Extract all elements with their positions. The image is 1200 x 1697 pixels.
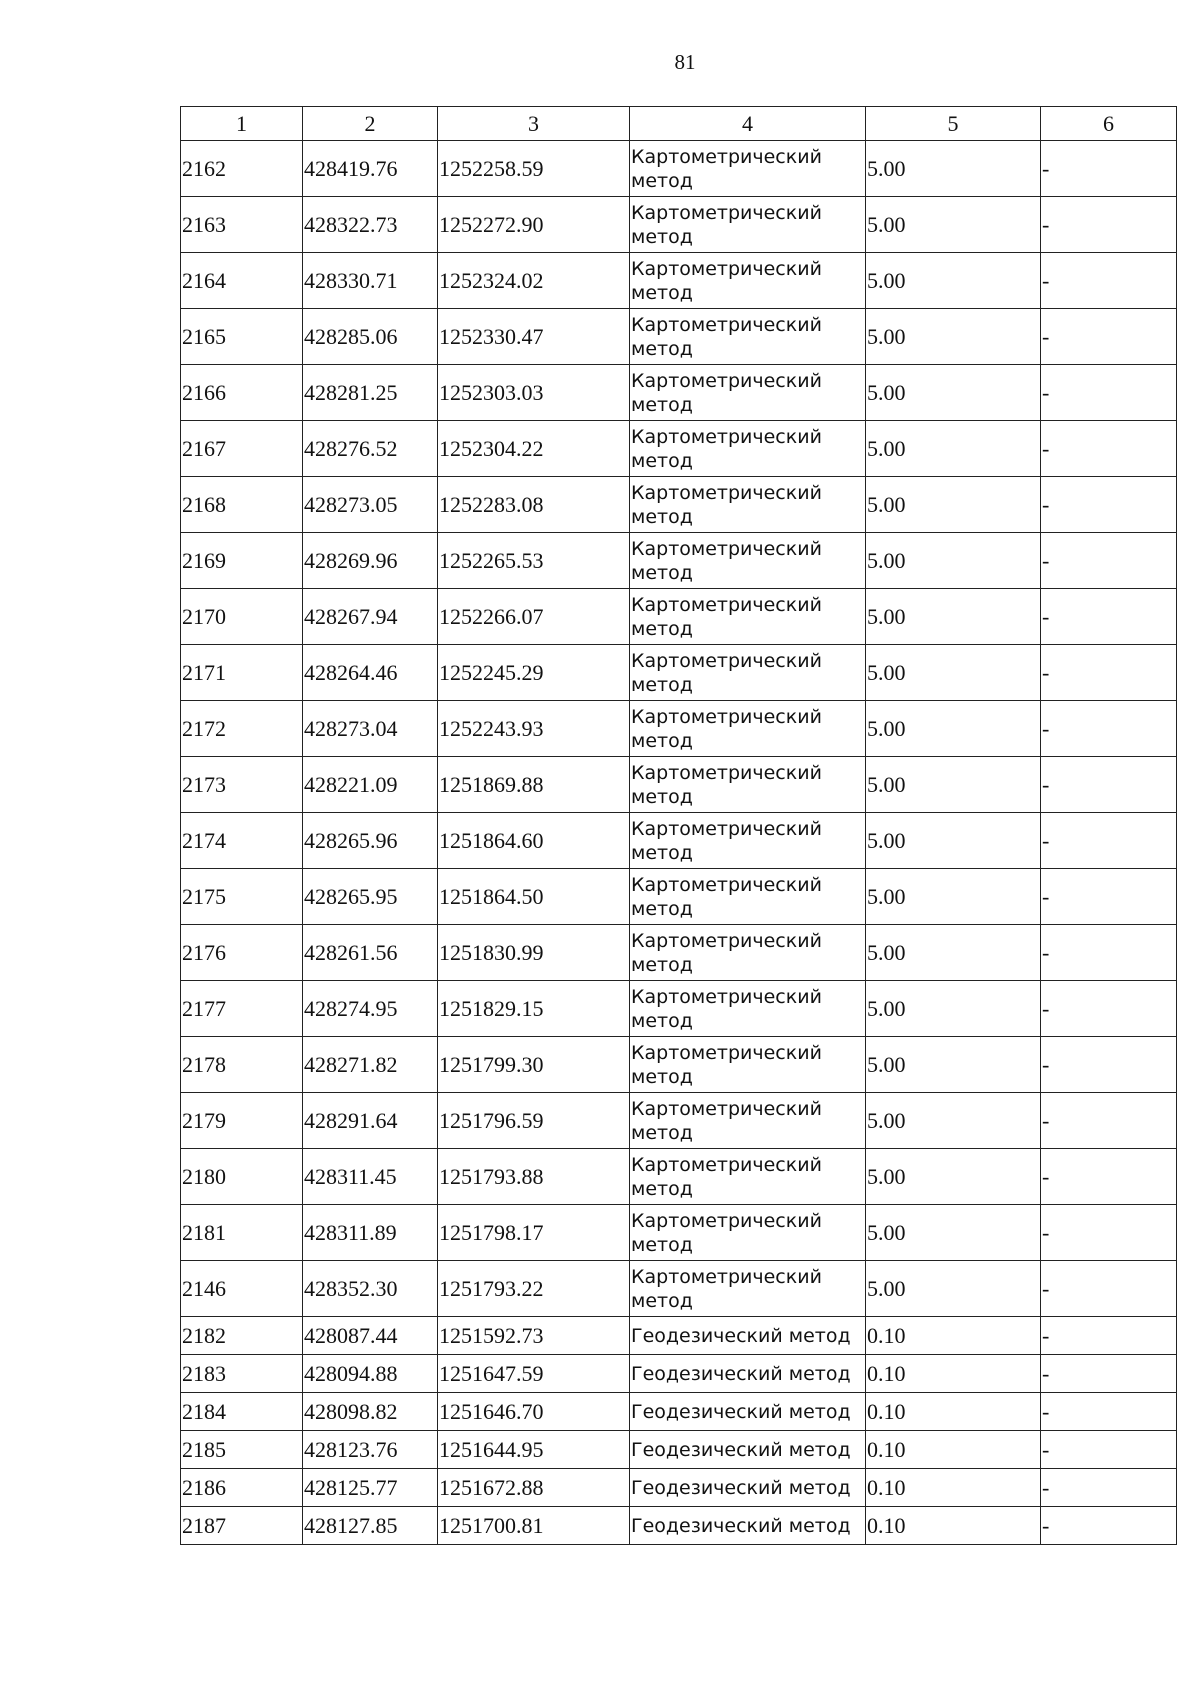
cell-point-number: 2171 (181, 645, 303, 701)
cell-x-coordinate: 428281.25 (303, 365, 438, 421)
cell-y-coordinate: 1252304.22 (438, 421, 630, 477)
cell-point-number: 2182 (181, 1317, 303, 1355)
cell-accuracy: 5.00 (866, 589, 1041, 645)
cell-method: Картометрический метод (630, 1205, 866, 1261)
cell-note: - (1041, 1037, 1177, 1093)
cell-method: Картометрический метод (630, 981, 866, 1037)
cell-accuracy: 5.00 (866, 925, 1041, 981)
cell-method: Картометрический метод (630, 1093, 866, 1149)
header-cell-1: 1 (181, 107, 303, 141)
table-row (181, 253, 1177, 309)
cell-x-coordinate: 428127.85 (303, 1507, 438, 1545)
cell-y-coordinate: 1251799.30 (438, 1037, 630, 1093)
table-row (181, 589, 1177, 645)
cell-x-coordinate: 428285.06 (303, 309, 438, 365)
table-row (181, 645, 1177, 701)
cell-accuracy: 5.00 (866, 813, 1041, 869)
header-row (181, 107, 1177, 141)
cell-x-coordinate: 428273.04 (303, 701, 438, 757)
cell-method: Картометрический метод (630, 533, 866, 589)
cell-point-number: 2177 (181, 981, 303, 1037)
cell-x-coordinate: 428094.88 (303, 1355, 438, 1393)
cell-x-coordinate: 428123.76 (303, 1431, 438, 1469)
table-row (181, 869, 1177, 925)
table-row (181, 925, 1177, 981)
header-cell-5: 5 (866, 107, 1041, 141)
cell-method: Картометрический метод (630, 813, 866, 869)
cell-y-coordinate: 1252272.90 (438, 197, 630, 253)
cell-point-number: 2146 (181, 1261, 303, 1317)
cell-note: - (1041, 981, 1177, 1037)
cell-y-coordinate: 1252258.59 (438, 141, 630, 197)
cell-method: Картометрический метод (630, 309, 866, 365)
cell-y-coordinate: 1251793.22 (438, 1261, 630, 1317)
table-row (181, 477, 1177, 533)
cell-point-number: 2169 (181, 533, 303, 589)
cell-point-number: 2173 (181, 757, 303, 813)
cell-method: Картометрический метод (630, 421, 866, 477)
cell-y-coordinate: 1251646.70 (438, 1393, 630, 1431)
cell-point-number: 2181 (181, 1205, 303, 1261)
cell-note: - (1041, 1317, 1177, 1355)
table-row (181, 981, 1177, 1037)
cell-note: - (1041, 253, 1177, 309)
table-row (181, 1037, 1177, 1093)
cell-note: - (1041, 1261, 1177, 1317)
table-row (181, 197, 1177, 253)
coordinates-table (180, 106, 1177, 1545)
cell-x-coordinate: 428267.94 (303, 589, 438, 645)
cell-method: Картометрический метод (630, 645, 866, 701)
cell-y-coordinate: 1252266.07 (438, 589, 630, 645)
cell-method: Геодезический метод (630, 1355, 866, 1393)
cell-method: Картометрический метод (630, 757, 866, 813)
cell-y-coordinate: 1251869.88 (438, 757, 630, 813)
page-number: 81 (674, 50, 696, 74)
table-row (181, 1317, 1177, 1355)
cell-accuracy: 0.10 (866, 1431, 1041, 1469)
cell-point-number: 2164 (181, 253, 303, 309)
cell-point-number: 2179 (181, 1093, 303, 1149)
cell-x-coordinate: 428098.82 (303, 1393, 438, 1431)
cell-method: Картометрический метод (630, 197, 866, 253)
table-row (181, 1205, 1177, 1261)
cell-x-coordinate: 428330.71 (303, 253, 438, 309)
cell-method: Геодезический метод (630, 1469, 866, 1507)
header-cell-6: 6 (1041, 107, 1177, 141)
cell-method: Геодезический метод (630, 1317, 866, 1355)
cell-note: - (1041, 757, 1177, 813)
cell-point-number: 2163 (181, 197, 303, 253)
table-row (181, 533, 1177, 589)
cell-note: - (1041, 309, 1177, 365)
cell-note: - (1041, 1149, 1177, 1205)
cell-x-coordinate: 428311.45 (303, 1149, 438, 1205)
cell-y-coordinate: 1251700.81 (438, 1507, 630, 1545)
cell-x-coordinate: 428261.56 (303, 925, 438, 981)
cell-point-number: 2180 (181, 1149, 303, 1205)
cell-accuracy: 5.00 (866, 253, 1041, 309)
cell-note: - (1041, 869, 1177, 925)
table-row (181, 1393, 1177, 1431)
cell-method: Картометрический метод (630, 253, 866, 309)
cell-x-coordinate: 428291.64 (303, 1093, 438, 1149)
table-row (181, 1507, 1177, 1545)
cell-note: - (1041, 141, 1177, 197)
cell-note: - (1041, 589, 1177, 645)
cell-method: Картометрический метод (630, 1037, 866, 1093)
cell-y-coordinate: 1251644.95 (438, 1431, 630, 1469)
table-row (181, 1469, 1177, 1507)
table-row (181, 1355, 1177, 1393)
cell-method: Картометрический метод (630, 477, 866, 533)
cell-y-coordinate: 1251829.15 (438, 981, 630, 1037)
cell-y-coordinate: 1252330.47 (438, 309, 630, 365)
cell-note: - (1041, 701, 1177, 757)
cell-y-coordinate: 1251592.73 (438, 1317, 630, 1355)
cell-point-number: 2172 (181, 701, 303, 757)
cell-point-number: 2165 (181, 309, 303, 365)
cell-y-coordinate: 1251798.17 (438, 1205, 630, 1261)
cell-accuracy: 5.00 (866, 477, 1041, 533)
cell-x-coordinate: 428274.95 (303, 981, 438, 1037)
cell-point-number: 2184 (181, 1393, 303, 1431)
cell-x-coordinate: 428087.44 (303, 1317, 438, 1355)
cell-point-number: 2167 (181, 421, 303, 477)
cell-method: Картометрический метод (630, 925, 866, 981)
cell-note: - (1041, 1507, 1177, 1545)
cell-accuracy: 5.00 (866, 1037, 1041, 1093)
cell-note: - (1041, 1393, 1177, 1431)
header-cell-4: 4 (630, 107, 866, 141)
cell-accuracy: 5.00 (866, 981, 1041, 1037)
cell-accuracy: 5.00 (866, 197, 1041, 253)
cell-y-coordinate: 1252245.29 (438, 645, 630, 701)
cell-note: - (1041, 1431, 1177, 1469)
cell-y-coordinate: 1251796.59 (438, 1093, 630, 1149)
cell-x-coordinate: 428276.52 (303, 421, 438, 477)
cell-note: - (1041, 813, 1177, 869)
cell-y-coordinate: 1251864.60 (438, 813, 630, 869)
cell-accuracy: 5.00 (866, 1149, 1041, 1205)
cell-note: - (1041, 1355, 1177, 1393)
cell-accuracy: 5.00 (866, 701, 1041, 757)
cell-y-coordinate: 1252243.93 (438, 701, 630, 757)
cell-note: - (1041, 1093, 1177, 1149)
cell-x-coordinate: 428125.77 (303, 1469, 438, 1507)
cell-note: - (1041, 477, 1177, 533)
cell-point-number: 2185 (181, 1431, 303, 1469)
cell-accuracy: 5.00 (866, 757, 1041, 813)
cell-method: Картометрический метод (630, 1149, 866, 1205)
cell-y-coordinate: 1251864.50 (438, 869, 630, 925)
cell-accuracy: 0.10 (866, 1507, 1041, 1545)
cell-x-coordinate: 428221.09 (303, 757, 438, 813)
cell-x-coordinate: 428264.46 (303, 645, 438, 701)
cell-note: - (1041, 645, 1177, 701)
table-row (181, 421, 1177, 477)
cell-note: - (1041, 1469, 1177, 1507)
header-cell-2: 2 (303, 107, 438, 141)
cell-method: Картометрический метод (630, 869, 866, 925)
cell-point-number: 2186 (181, 1469, 303, 1507)
table-row (181, 309, 1177, 365)
cell-method: Картометрический метод (630, 701, 866, 757)
cell-accuracy: 0.10 (866, 1317, 1041, 1355)
cell-accuracy: 5.00 (866, 533, 1041, 589)
cell-y-coordinate: 1251830.99 (438, 925, 630, 981)
cell-point-number: 2170 (181, 589, 303, 645)
cell-method: Картометрический метод (630, 141, 866, 197)
cell-point-number: 2174 (181, 813, 303, 869)
cell-accuracy: 5.00 (866, 309, 1041, 365)
cell-x-coordinate: 428322.73 (303, 197, 438, 253)
cell-accuracy: 5.00 (866, 645, 1041, 701)
cell-x-coordinate: 428352.30 (303, 1261, 438, 1317)
cell-accuracy: 5.00 (866, 1205, 1041, 1261)
cell-point-number: 2168 (181, 477, 303, 533)
cell-x-coordinate: 428265.96 (303, 813, 438, 869)
cell-method: Картометрический метод (630, 1261, 866, 1317)
cell-point-number: 2162 (181, 141, 303, 197)
cell-note: - (1041, 365, 1177, 421)
cell-method: Картометрический метод (630, 589, 866, 645)
cell-y-coordinate: 1251647.59 (438, 1355, 630, 1393)
cell-x-coordinate: 428265.95 (303, 869, 438, 925)
cell-method: Геодезический метод (630, 1431, 866, 1469)
cell-point-number: 2187 (181, 1507, 303, 1545)
cell-accuracy: 5.00 (866, 365, 1041, 421)
cell-x-coordinate: 428419.76 (303, 141, 438, 197)
cell-note: - (1041, 533, 1177, 589)
table-body (181, 141, 1177, 1545)
table-row (181, 1149, 1177, 1205)
cell-y-coordinate: 1252265.53 (438, 533, 630, 589)
cell-note: - (1041, 1205, 1177, 1261)
table-row (181, 813, 1177, 869)
cell-accuracy: 0.10 (866, 1393, 1041, 1431)
cell-y-coordinate: 1252324.02 (438, 253, 630, 309)
table-row (181, 1431, 1177, 1469)
cell-x-coordinate: 428311.89 (303, 1205, 438, 1261)
cell-y-coordinate: 1251793.88 (438, 1149, 630, 1205)
cell-point-number: 2176 (181, 925, 303, 981)
cell-point-number: 2178 (181, 1037, 303, 1093)
cell-y-coordinate: 1252283.08 (438, 477, 630, 533)
table-row (181, 1261, 1177, 1317)
cell-method: Картометрический метод (630, 365, 866, 421)
cell-x-coordinate: 428269.96 (303, 533, 438, 589)
cell-point-number: 2166 (181, 365, 303, 421)
cell-note: - (1041, 197, 1177, 253)
cell-accuracy: 5.00 (866, 869, 1041, 925)
table-row (181, 757, 1177, 813)
cell-point-number: 2183 (181, 1355, 303, 1393)
table-row (181, 1093, 1177, 1149)
header-cell-3: 3 (438, 107, 630, 141)
cell-accuracy: 5.00 (866, 421, 1041, 477)
coordinates-table-wrap (180, 106, 1176, 1545)
table-row (181, 701, 1177, 757)
cell-accuracy: 5.00 (866, 141, 1041, 197)
cell-y-coordinate: 1252303.03 (438, 365, 630, 421)
cell-x-coordinate: 428273.05 (303, 477, 438, 533)
cell-accuracy: 0.10 (866, 1469, 1041, 1507)
cell-method: Геодезический метод (630, 1507, 866, 1545)
cell-note: - (1041, 925, 1177, 981)
cell-method: Геодезический метод (630, 1393, 866, 1431)
table-row (181, 141, 1177, 197)
cell-accuracy: 0.10 (866, 1355, 1041, 1393)
cell-y-coordinate: 1251672.88 (438, 1469, 630, 1507)
cell-accuracy: 5.00 (866, 1093, 1041, 1149)
table-row (181, 365, 1177, 421)
cell-accuracy: 5.00 (866, 1261, 1041, 1317)
cell-note: - (1041, 421, 1177, 477)
cell-x-coordinate: 428271.82 (303, 1037, 438, 1093)
cell-point-number: 2175 (181, 869, 303, 925)
